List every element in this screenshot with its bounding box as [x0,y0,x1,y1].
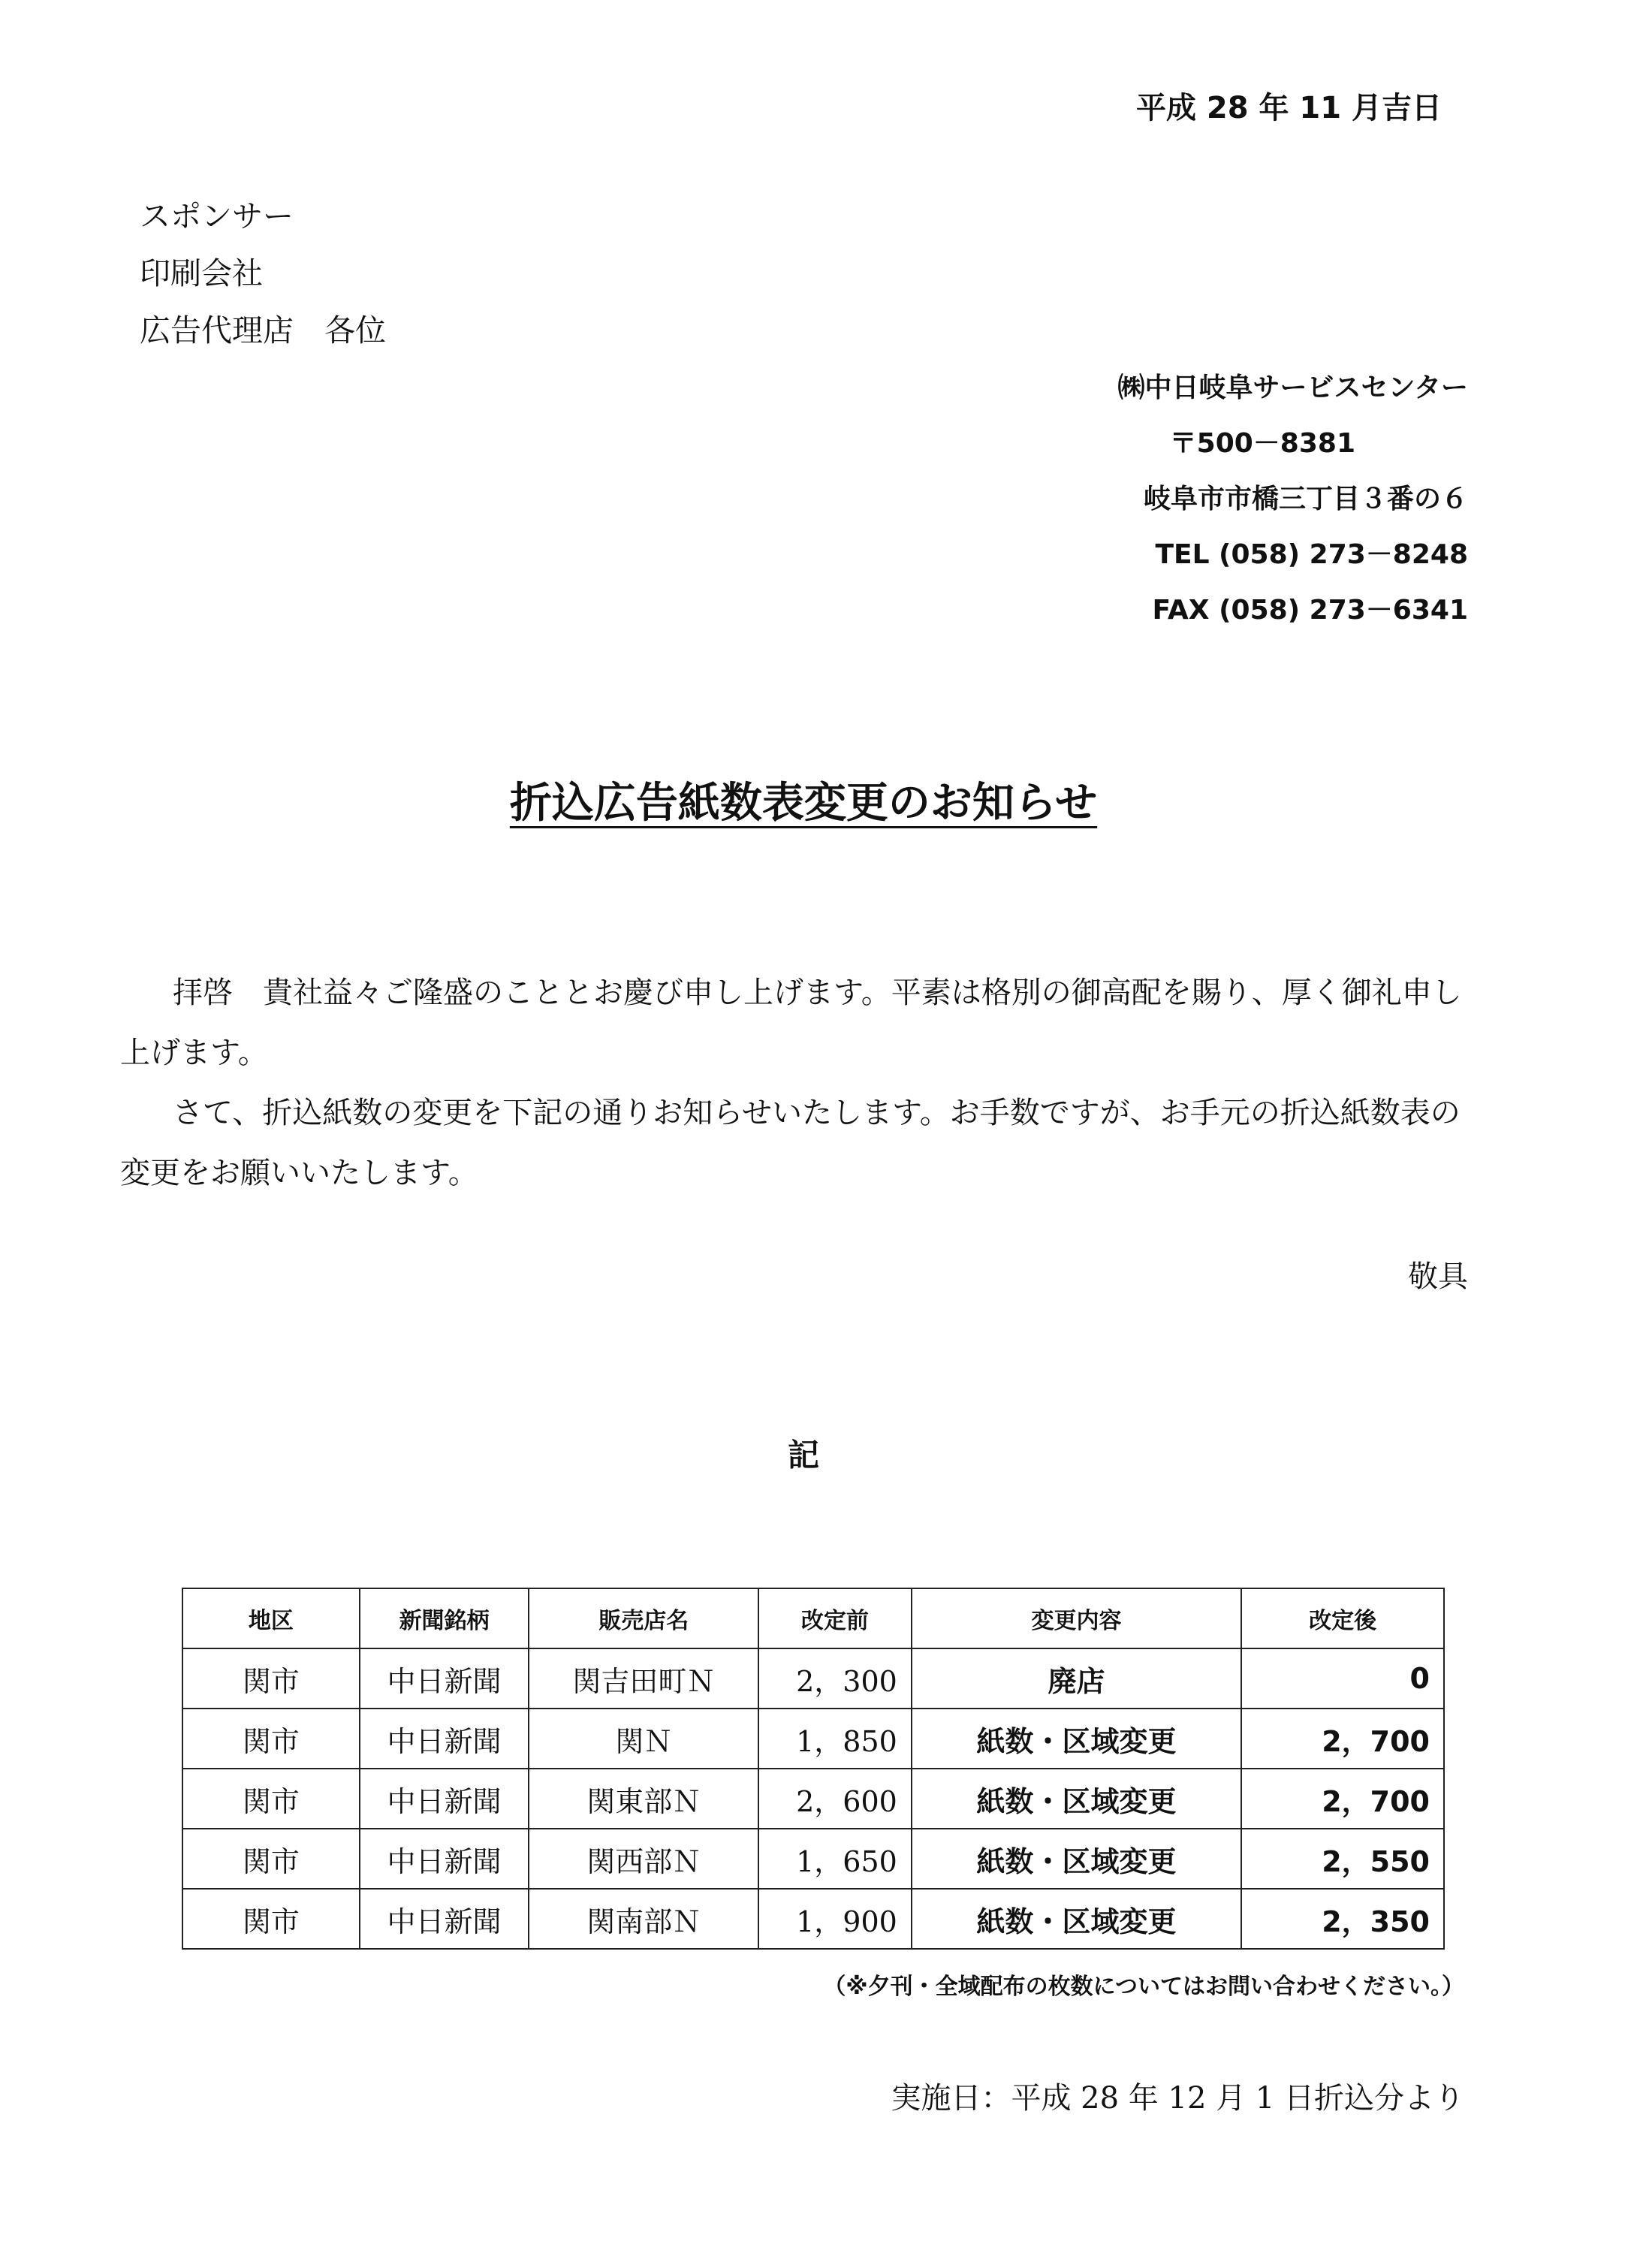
cell-after: 2，700 [1241,1769,1444,1829]
table-row [182,1709,1444,1769]
cell-store: 関東部Ｎ [529,1769,758,1829]
cell-area: 関市 [182,1709,360,1769]
letter-body [120,963,1472,1203]
cell-newspaper: 中日新聞 [360,1769,529,1829]
header-area: 地区 [182,1588,360,1648]
sender-tel: TEL (058) 273－8248 [1155,539,1468,570]
cell-area: 関市 [182,1769,360,1829]
cell-after: 2，700 [1241,1709,1444,1769]
recipient-list [140,188,386,359]
header-newspaper: 新聞銘柄 [360,1588,529,1648]
sender-block [0,360,1468,638]
cell-before: 1，900 [758,1889,912,1949]
cell-newspaper: 中日新聞 [360,1709,529,1769]
table-row [182,1769,1444,1829]
cell-before: 2，300 [758,1648,912,1709]
cell-after: 2，350 [1241,1889,1444,1949]
cell-before: 1，650 [758,1829,912,1889]
table-row [182,1889,1444,1949]
effective-date: 実施日：平成 28 年 12 月 1 日折込分より [891,2081,1464,2116]
cell-newspaper: 中日新聞 [360,1889,529,1949]
table-row [182,1648,1444,1709]
cell-before: 2，600 [758,1769,912,1829]
document-title-wrap [0,770,1607,830]
cell-change: 紙数・区域変更 [912,1829,1241,1889]
sender-postal: 〒500－8381 [1169,428,1355,459]
recipient-sponsor: スポンサー [140,198,294,234]
cell-store: 関西部Ｎ [529,1829,758,1889]
sender-fax: FAX (058) 273－6341 [1152,595,1468,626]
cell-change: 紙数・区域変更 [912,1709,1241,1769]
cell-before: 1，850 [758,1709,912,1769]
sender-address: 岐阜市市橋三丁目３番の６ [1143,484,1468,514]
cell-change: 廃店 [912,1648,1241,1709]
change-table [182,1588,1445,1950]
header-before: 改定前 [758,1588,912,1648]
cell-newspaper: 中日新聞 [360,1829,529,1889]
cell-after: 0 [1241,1648,1444,1709]
cell-area: 関市 [182,1829,360,1889]
header-change: 変更内容 [912,1588,1241,1648]
header-store: 販売店名 [529,1588,758,1648]
record-heading: 記 [787,1437,819,1473]
cell-newspaper: 中日新聞 [360,1648,529,1709]
cell-store: 関南部Ｎ [529,1889,758,1949]
document-title: 折込広告紙数表変更のお知らせ [509,779,1098,828]
cell-after: 2，550 [1241,1829,1444,1889]
closing-phrase: 敬具 [1408,1259,1468,1294]
cell-store: 関Ｎ [529,1709,758,1769]
body-paragraph-greeting: 拝啓 貴社益々ご隆盛のこととお慶び申し上げます。平素は格別の御高配を賜り、厚く御礼申し上げます。 [120,976,1462,1070]
table-header-row [182,1588,1444,1648]
cell-store: 関吉田町Ｎ [529,1648,758,1709]
recipient-printer: 印刷会社 [140,255,263,291]
body-paragraph-request: さて、折込紙数の変更を下記の通りお知らせいたします。お手数ですが、お手元の折込紙数表の変更をお願いいたします。 [120,1096,1461,1190]
recipient-agency: 広告代理店 各位 [140,312,386,348]
cell-change: 紙数・区域変更 [912,1889,1241,1949]
table-footnote: （※夕刊・全域配布の枚数についてはお問い合わせください。） [823,1974,1464,2000]
table-row [182,1829,1444,1889]
cell-area: 関市 [182,1889,360,1949]
document-date: 平成 28 年 11 月吉日 [1135,91,1442,125]
header-after: 改定後 [1241,1588,1444,1648]
sender-company: ㈱中日岐阜サービスセンター [1117,372,1468,403]
cell-area: 関市 [182,1648,360,1709]
cell-change: 紙数・区域変更 [912,1769,1241,1829]
